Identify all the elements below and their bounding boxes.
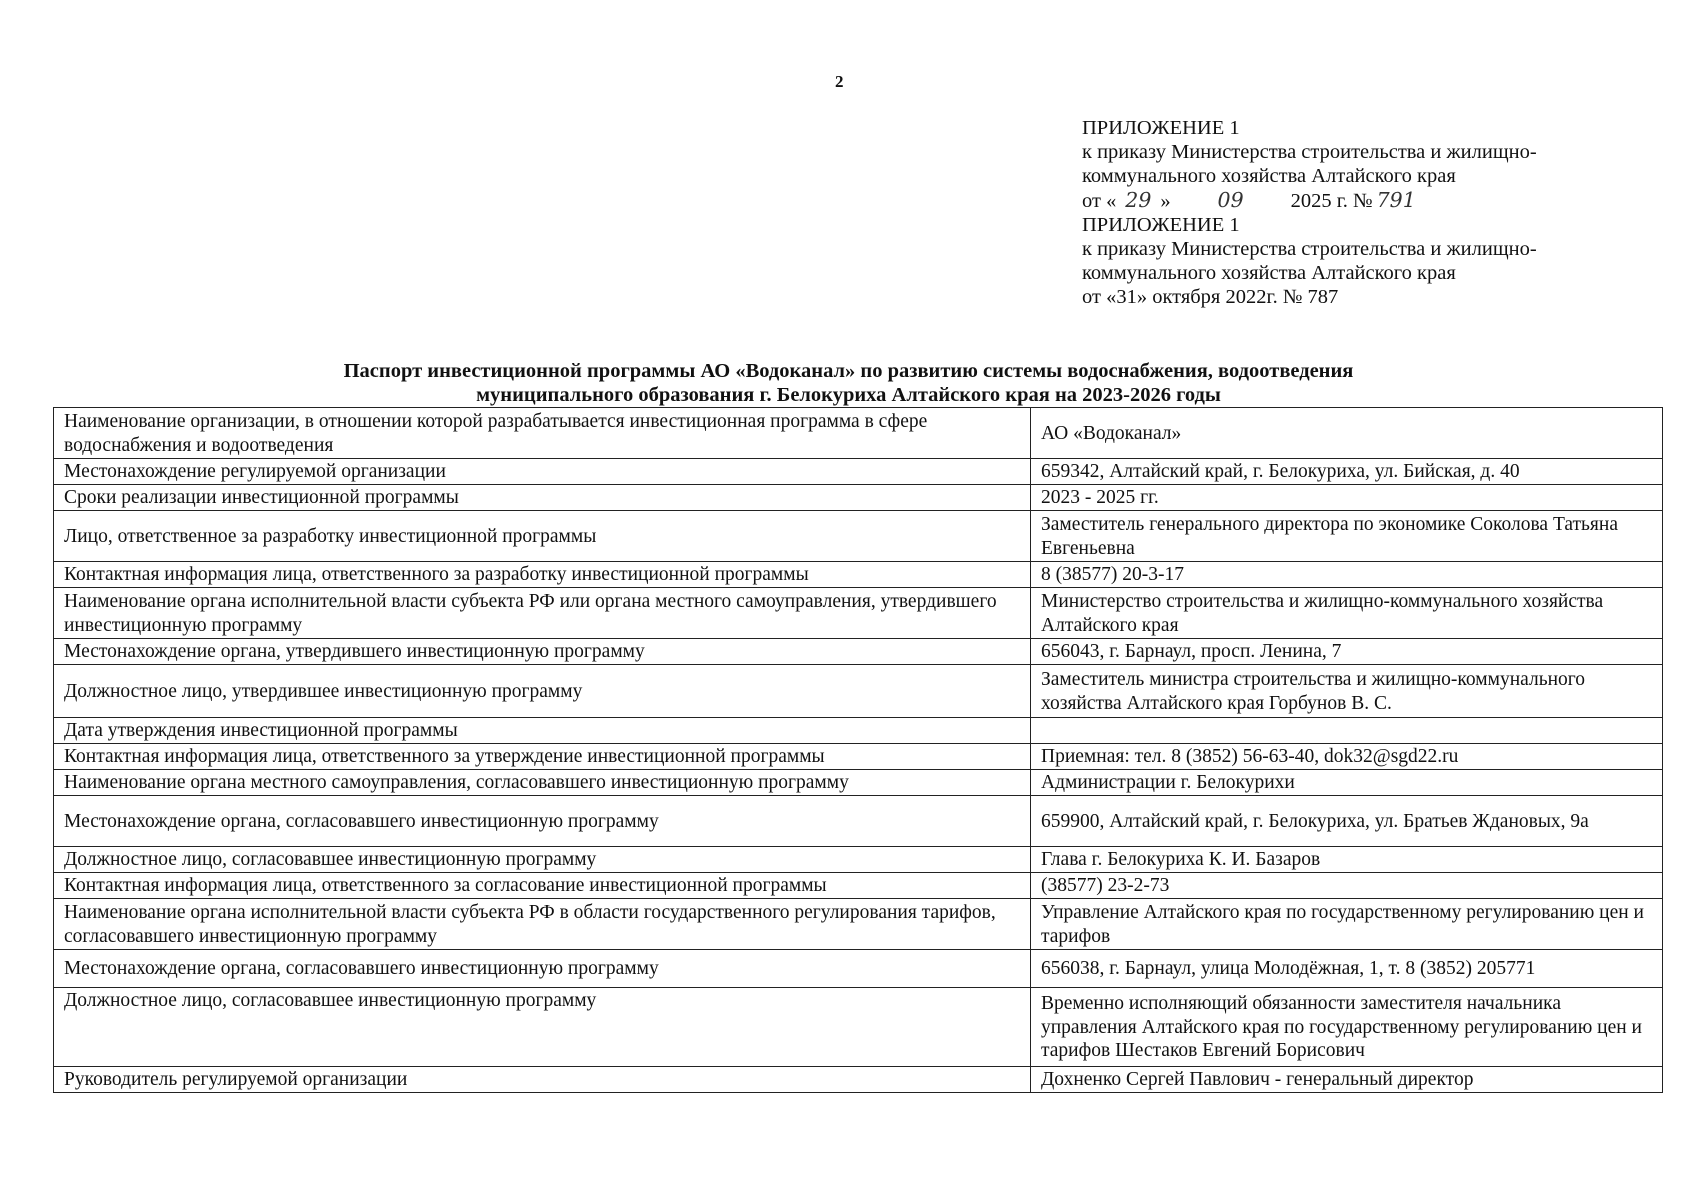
table-row <box>54 796 1663 847</box>
document-title-line2: муниципального образования г. Белокуриха Алтайского края на 2023-2026 годы <box>476 384 1221 406</box>
param-cell: Должностное лицо, согласовавшее инвестиционную программу <box>54 988 1031 1067</box>
table-row <box>54 485 1663 511</box>
value-cell: 2023 - 2025 гг. <box>1031 485 1663 511</box>
appendix-new-year: 2025 г. № <box>1290 190 1373 212</box>
param-cell: Наименование органа местного самоуправления, согласовавшего инвестиционную программу <box>54 770 1031 796</box>
param-cell: Лицо, ответственное за разработку инвестиционной программы <box>54 511 1031 562</box>
table-row <box>54 459 1663 485</box>
value-cell: Глава г. Белокуриха К. И. Базаров <box>1031 847 1663 873</box>
table-row <box>54 988 1663 1067</box>
table-row <box>54 511 1663 562</box>
value-cell: Министерство строительства и жилищно-коммунального хозяйства Алтайского края <box>1031 588 1663 639</box>
document-title-line1: Паспорт инвестиционной программы АО «Водоканал» по развитию системы водоснабжения, водоотведения <box>343 360 1354 382</box>
table-row <box>54 847 1663 873</box>
table-row <box>54 873 1663 899</box>
value-cell: Заместитель министра строительства и жилищно-коммунального хозяйства Алтайского края Горбунов В. С. <box>1031 665 1663 718</box>
table-row <box>54 899 1663 950</box>
table-row <box>54 718 1663 744</box>
param-cell: Сроки реализации инвестиционной программы <box>54 485 1031 511</box>
param-cell: Наименование организации, в отношении которой разрабатывается инвестиционная программа в сфере водоснабжения и водоотведения <box>54 408 1031 459</box>
value-cell: Администрации г. Белокурихи <box>1031 770 1663 796</box>
value-cell: 659342, Алтайский край, г. Белокуриха, ул. Бийская, д. 40 <box>1031 459 1663 485</box>
param-cell: Должностное лицо, согласовавшее инвестиционную программу <box>54 847 1031 873</box>
value-cell: 8 (38577) 20-3-17 <box>1031 562 1663 588</box>
param-cell: Контактная информация лица, ответственного за согласование инвестиционной программы <box>54 873 1031 899</box>
param-cell: Наименование органа исполнительной власти субъекта РФ или органа местного самоуправления, утвердившего инвестиционную программу <box>54 588 1031 639</box>
param-cell: Местонахождение регулируемой организации <box>54 459 1031 485</box>
table-row <box>54 744 1663 770</box>
appendix-new-date-prefix: от « <box>1082 190 1117 212</box>
param-cell: Дата утверждения инвестиционной программы <box>54 718 1031 744</box>
appendix-old-line1: к приказу Министерства строительства и жилищно- <box>1082 238 1537 260</box>
param-cell: Местонахождение органа, утвердившего инвестиционную программу <box>54 639 1031 665</box>
appendix-old-date: от «31» октября 2022г. № 787 <box>1082 286 1339 308</box>
param-cell: Должностное лицо, утвердившее инвестиционную программу <box>54 665 1031 718</box>
appendix-old-line2: коммунального хозяйства Алтайского края <box>1082 262 1456 284</box>
value-cell: Временно исполняющий обязанности заместителя начальника управления Алтайского края по государственному регулированию цен и тарифов Шестаков Евгений Борисович <box>1031 988 1663 1067</box>
value-cell: АО «Водоканал» <box>1031 408 1663 459</box>
appendix-new-date <box>1082 188 1672 213</box>
appendix-block <box>1082 116 1672 309</box>
value-cell: Приемная: тел. 8 (3852) 56-63-40, dok32@sgd22.ru <box>1031 744 1663 770</box>
appendix-new-date-close: » <box>1160 190 1171 212</box>
table-row <box>54 639 1663 665</box>
value-cell: 656038, г. Барнаул, улица Молодёжная, 1, т. 8 (3852) 205771 <box>1031 950 1663 988</box>
table-row <box>54 1067 1663 1093</box>
param-cell: Наименование органа исполнительной власти субъекта РФ в области государственного регулирования тарифов, согласовавшего инвестиционную программу <box>54 899 1031 950</box>
value-cell: 656043, г. Барнаул, просп. Ленина, 7 <box>1031 639 1663 665</box>
document-title <box>0 359 1697 407</box>
table-row <box>54 588 1663 639</box>
table-row <box>54 408 1663 459</box>
handwritten-month: 09 <box>1217 188 1244 212</box>
appendix-new-line1: к приказу Министерства строительства и жилищно- <box>1082 141 1537 163</box>
passport-table <box>53 407 1663 1093</box>
param-cell: Местонахождение органа, согласовавшего инвестиционную программу <box>54 950 1031 988</box>
handwritten-day: 29 <box>1125 188 1152 212</box>
table-row <box>54 562 1663 588</box>
value-cell: Заместитель генерального директора по экономике Соколова Татьяна Евгеньевна <box>1031 511 1663 562</box>
appendix-new-line2: коммунального хозяйства Алтайского края <box>1082 165 1456 187</box>
value-cell: Дохненко Сергей Павлович - генеральный директор <box>1031 1067 1663 1093</box>
param-cell: Руководитель регулируемой организации <box>54 1067 1031 1093</box>
value-cell: (38577) 23-2-73 <box>1031 873 1663 899</box>
appendix-new-heading: ПРИЛОЖЕНИЕ 1 <box>1082 117 1240 139</box>
appendix-old-heading: ПРИЛОЖЕНИЕ 1 <box>1082 214 1240 236</box>
table-row <box>54 770 1663 796</box>
param-cell: Контактная информация лица, ответственного за разработку инвестиционной программы <box>54 562 1031 588</box>
value-cell <box>1031 718 1663 744</box>
param-cell: Местонахождение органа, согласовавшего инвестиционную программу <box>54 796 1031 847</box>
table-row <box>54 665 1663 718</box>
value-cell: Управление Алтайского края по государственному регулированию цен и тарифов <box>1031 899 1663 950</box>
table-row <box>54 950 1663 988</box>
param-cell: Контактная информация лица, ответственного за утверждение инвестиционной программы <box>54 744 1031 770</box>
page-number: 2 <box>835 72 844 91</box>
value-cell: 659900, Алтайский край, г. Белокуриха, ул. Братьев Ждановых, 9а <box>1031 796 1663 847</box>
handwritten-number: 791 <box>1376 188 1416 212</box>
